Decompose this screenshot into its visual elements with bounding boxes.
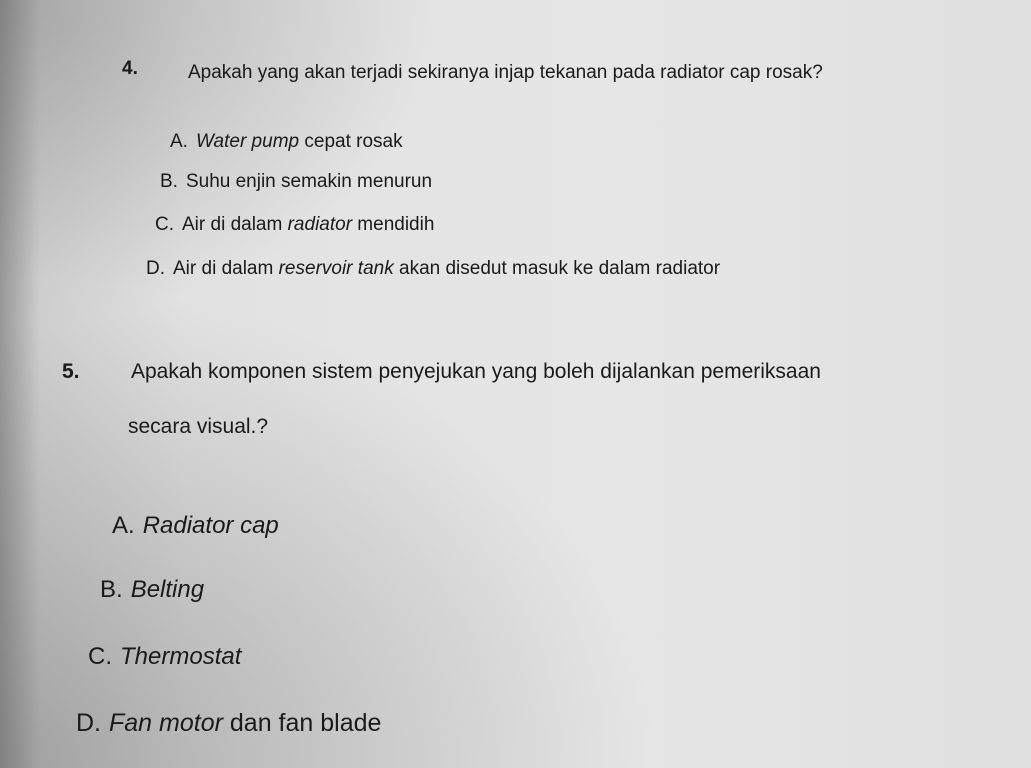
- option-text: Suhu enjin semakin menurun: [185, 171, 433, 192]
- question-4-text: Apakah yang akan terjadi sekiranya injap tekanan pada radiator cap rosak?: [188, 62, 823, 83]
- option-text: Belting: [130, 576, 205, 603]
- option-text: Air di dalam: [182, 214, 288, 235]
- question-4-option-a: [170, 131, 403, 153]
- option-letter: A.: [170, 131, 188, 152]
- question-4-option-d: [146, 258, 720, 280]
- option-letter: D.: [76, 709, 101, 737]
- option-text: mendidih: [352, 214, 435, 235]
- option-italic-text: reservoir tank: [278, 258, 394, 279]
- option-letter: B.: [160, 171, 178, 192]
- option-text: Radiator cap: [142, 512, 279, 539]
- option-italic-text: Water pump: [195, 131, 300, 152]
- option-letter: A.: [112, 512, 135, 539]
- option-letter: C.: [155, 214, 174, 235]
- question-5-number: 5.: [62, 360, 80, 383]
- paper-edge-shadow: [0, 0, 40, 768]
- option-text: akan disedut masuk ke dalam radiator: [393, 258, 721, 279]
- option-italic-text: Fan motor: [109, 709, 223, 737]
- option-letter: C.: [88, 643, 112, 670]
- question-5-text-continued: secara visual.?: [128, 415, 269, 438]
- option-text: Thermostat: [120, 643, 242, 670]
- question-4-option-c: [155, 214, 434, 236]
- option-letter: D.: [146, 258, 165, 279]
- option-text: Air di dalam: [173, 258, 279, 279]
- option-letter: B.: [100, 576, 123, 603]
- question-5-option-c: [88, 643, 241, 671]
- question-4-option-b: [160, 171, 432, 193]
- option-text: cepat rosak: [299, 131, 403, 152]
- option-italic-text: radiator: [287, 214, 353, 235]
- question-5-text: Apakah komponen sistem penyejukan yang boleh dijalankan pemeriksaan: [131, 360, 821, 383]
- option-text: dan fan blade: [222, 709, 382, 737]
- question-5-option-a: [112, 512, 279, 540]
- question-4-number: 4.: [122, 58, 138, 79]
- question-5-option-b: [100, 576, 204, 604]
- question-5-option-d: [76, 709, 381, 738]
